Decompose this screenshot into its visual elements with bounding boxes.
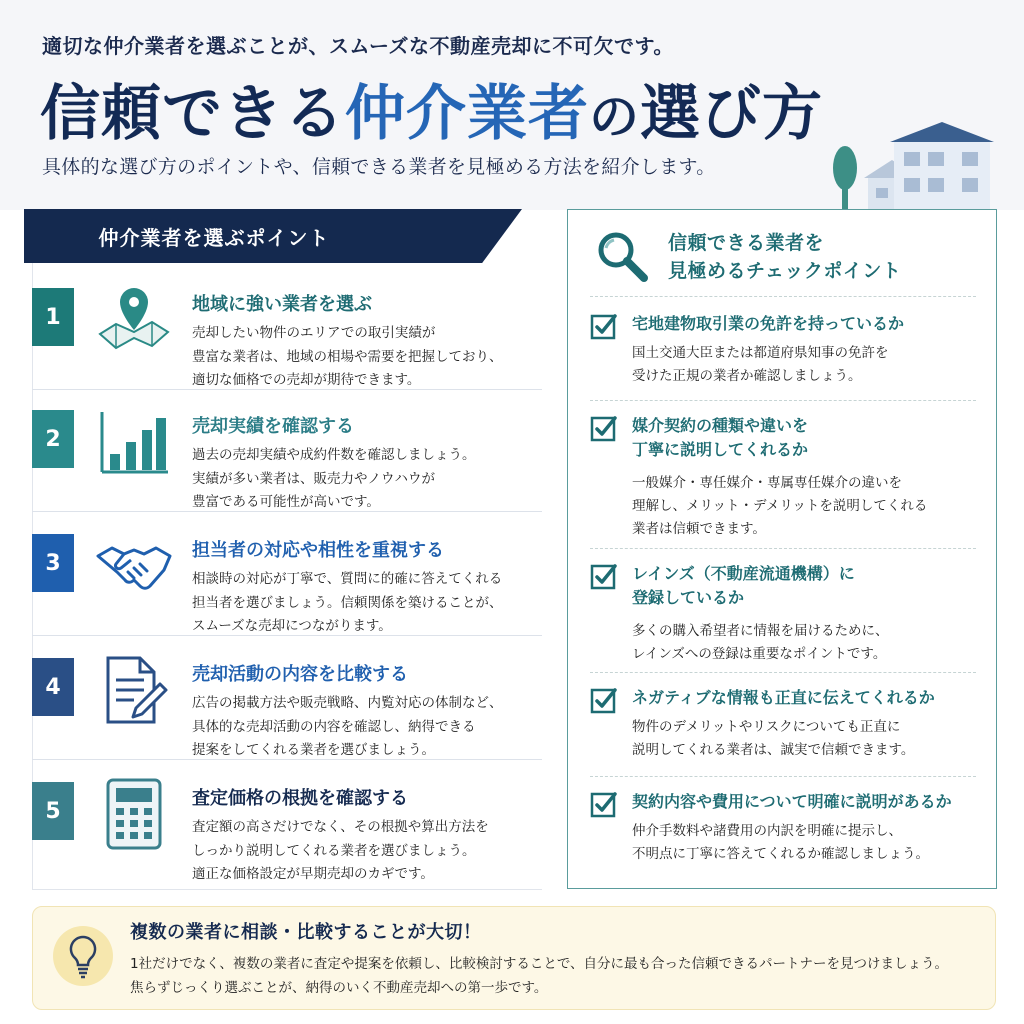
- point-description-line: 売却したい物件のエリアでの取引実績が: [192, 325, 436, 341]
- point-description-line: 実績が多い業者は、販売力やノウハウが: [192, 470, 435, 487]
- checkpoint-description-line: 受けた正規の業者か確認しましょう。: [632, 368, 862, 384]
- map-pin-icon: [94, 280, 174, 360]
- selection-point-4: [32, 640, 542, 760]
- checkpoints-panel: [567, 209, 997, 889]
- point-divider: [32, 635, 542, 636]
- point-description-line: スムーズな売却につながります。: [192, 618, 392, 634]
- point-divider: [32, 759, 542, 760]
- tip-body: [130, 952, 948, 1000]
- tip-line: 焦らずじっくり選ぶことが、納得のいく不動産売却への第一歩です。: [130, 980, 548, 996]
- point-divider: [32, 389, 542, 390]
- checkpoint-title: [632, 562, 855, 610]
- checkpoint-description: [632, 472, 927, 541]
- checkbox-checked-icon: [590, 686, 618, 714]
- point-title: 売却活動の内容を比較する: [192, 664, 408, 685]
- point-description-line: 査定額の高さだけでなく、その根拠や算出方法を: [192, 819, 489, 835]
- checkpoint-description: [632, 342, 889, 388]
- bar-chart-icon: [94, 402, 174, 482]
- checkpoint-description-line: 理解し、メリット・デメリットを説明してくれる: [632, 498, 928, 514]
- checkbox-checked-icon: [590, 790, 618, 818]
- hero-description: 具体的な選び方のポイントや、信頼できる業者を見極める方法を紹介します。: [42, 156, 716, 178]
- document-pen-icon: [94, 650, 174, 730]
- point-description: [192, 692, 537, 763]
- checkpoint-description-line: 説明してくれる業者は、誠実で信頼できます。: [632, 742, 915, 758]
- checkpoint-description-line: レインズへの登録は重要なポイントです。: [632, 646, 887, 662]
- point-description-line: 適正な価格設定が早期売却のカギです。: [192, 866, 434, 882]
- checkbox-checked-icon: [590, 562, 618, 590]
- hero-subtitle: 適切な仲介業者を選ぶことが、スムーズな不動産売却に不可欠です。: [42, 34, 674, 58]
- point-number-badge: 2: [32, 410, 74, 468]
- checkpoint-title-line: 媒介契約の種類や違いを: [632, 416, 809, 435]
- point-title: 担当者の対応や相性を重視する: [192, 540, 444, 561]
- checkpoint-title: [632, 312, 904, 336]
- checkpoints-title-line: 信頼できる業者を: [668, 232, 825, 254]
- checkpoint-description-line: 不明点に丁寧に答えてくれるか確認しましょう。: [632, 846, 929, 862]
- point-description: [192, 444, 537, 515]
- point-description-line: 相談時の対応が丁寧で、質問に的確に答えてくれる: [192, 571, 503, 587]
- house-illustration: [832, 120, 1002, 212]
- point-description: [192, 568, 537, 639]
- point-number-badge: 3: [32, 534, 74, 592]
- calculator-icon: [94, 774, 174, 854]
- checkpoint-description: [632, 716, 914, 762]
- point-title: 査定価格の根拠を確認する: [192, 788, 408, 809]
- point-description: [192, 816, 537, 887]
- point-number-badge: 5: [32, 782, 74, 840]
- checkpoint-description-line: 一般媒介・専任媒介・専属専任媒介の違いを: [632, 475, 902, 491]
- checkpoint-title: [632, 790, 952, 814]
- checkpoint-description: [632, 620, 889, 666]
- selection-point-3: [32, 516, 542, 636]
- checkbox-checked-icon: [590, 414, 618, 442]
- checkpoint-title-line: レインズ（不動産流通機構）に: [632, 564, 855, 583]
- checkpoint-divider: [590, 672, 976, 673]
- checkpoints-title-line: 見極めるチェックポイント: [668, 260, 902, 282]
- title-part2: の: [589, 87, 640, 146]
- point-description-line: 具体的な売却活動の内容を確認し、納得できる: [192, 718, 476, 735]
- point-description-line: 担当者を選びましょう。信頼関係を築けることが、: [192, 594, 503, 611]
- checkpoint-description: [632, 820, 929, 866]
- tip-title: 複数の業者に相談・比較することが大切！: [130, 922, 482, 943]
- checkpoint-description-line: 物件のデメリットやリスクについても正直に: [632, 719, 901, 735]
- point-description-line: 広告の掲載方法や販売戦略、内覧対応の体制など、: [192, 695, 503, 711]
- point-description: [192, 322, 537, 393]
- magnifier-icon: [592, 226, 652, 286]
- checkpoints-title: [668, 229, 901, 285]
- point-description-line: 過去の売却実績や成約件数を確認しましょう。: [192, 447, 476, 463]
- point-number-badge: 4: [32, 658, 74, 716]
- checkpoint-divider: [590, 776, 976, 777]
- checkpoint-divider: [590, 296, 976, 297]
- left-header-title: 仲介業者を選ぶポイント: [98, 225, 330, 250]
- title-accent: 仲介業者: [345, 79, 589, 149]
- tip-line: 1社だけでなく、複数の業者に査定や提案を依頼し、比較検討することで、自分に最も合った信頼できるパートナーを見つけましょう。: [130, 956, 949, 972]
- checkpoint-divider: [590, 400, 976, 401]
- checkpoint-description-line: 仲介手数料や諸費用の内訳を明確に提示し、: [632, 823, 902, 839]
- checkpoint-divider: [590, 548, 976, 549]
- checkpoint-title: [632, 686, 935, 710]
- point-description-line: 豊富な業者は、地域の相場や需要を把握しており、: [192, 348, 503, 365]
- selection-point-2: [32, 392, 542, 512]
- checkpoint-description-line: 国土交通大臣または都道府県知事の免許を: [632, 345, 889, 361]
- checkpoint-title: [632, 414, 808, 462]
- point-description-line: しっかり説明してくれる業者を選びましょう。: [192, 842, 476, 859]
- point-description-line: 提案をしてくれる業者を選びましょう。: [192, 742, 435, 758]
- checkpoint-title-line: 宅地建物取引業の免許を持っているか: [632, 314, 905, 333]
- title-part3: 選び方: [640, 79, 823, 149]
- point-title: 売却実績を確認する: [192, 416, 354, 437]
- point-title: 地域に強い業者を選ぶ: [192, 294, 372, 315]
- selection-point-5: [32, 764, 542, 884]
- checkpoint-title-line: 契約内容や費用について明確に説明があるか: [632, 792, 952, 811]
- page-title: [40, 66, 823, 152]
- point-divider: [32, 511, 542, 512]
- lightbulb-icon: [52, 925, 114, 987]
- checkbox-checked-icon: [590, 312, 618, 340]
- handshake-icon: [94, 526, 174, 606]
- title-part1: 信頼できる: [40, 79, 345, 149]
- checkpoint-title-line: 丁寧に説明してくれるか: [632, 440, 809, 459]
- checkpoint-description-line: 業者は信頼できます。: [632, 521, 766, 537]
- point-description-line: 適切な価格での売却が期待できます。: [192, 372, 421, 388]
- checkpoint-description-line: 多くの購入希望者に情報を届けるために、: [632, 623, 889, 639]
- checkpoint-title-line: 登録しているか: [632, 588, 745, 607]
- selection-point-1: [32, 270, 542, 390]
- point-number-badge: 1: [32, 288, 74, 346]
- point-description-line: 豊富である可能性が高いです。: [192, 494, 380, 510]
- checkpoint-title-line: ネガティブな情報も正直に伝えてくれるか: [632, 688, 935, 707]
